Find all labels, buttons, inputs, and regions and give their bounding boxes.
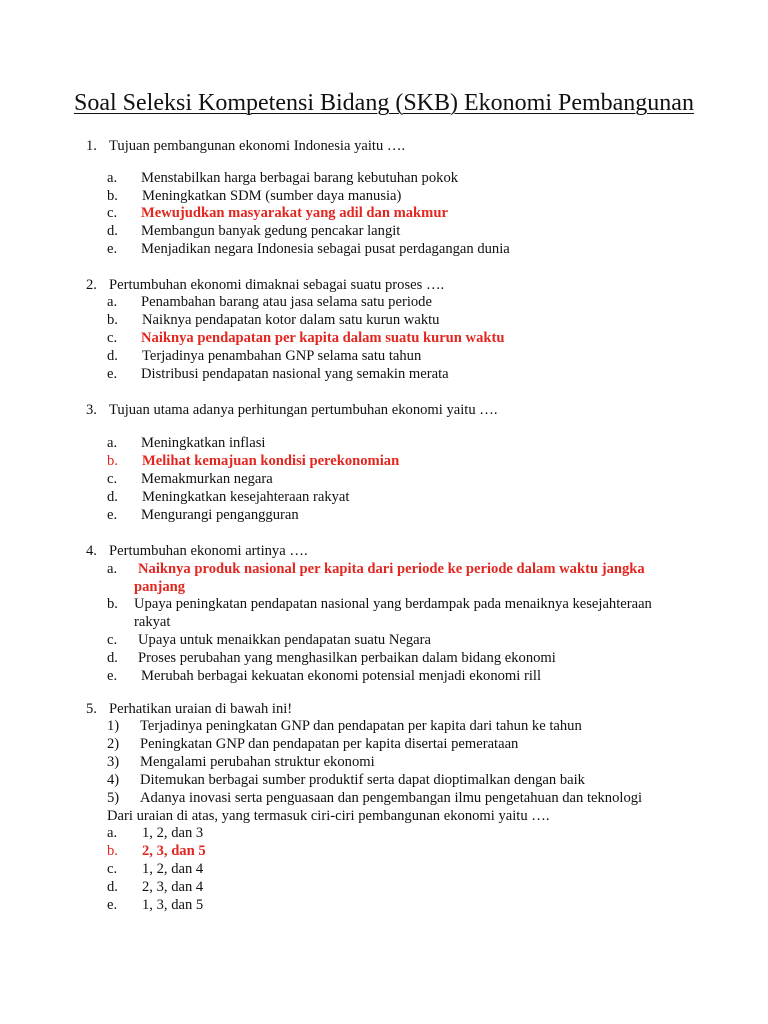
option-letter: a. [107,825,118,841]
correct-answer-text: Naiknya pendapatan per kapita dalam suatu kurun waktu [141,330,505,346]
statement-text: Adanya inovasi serta penguasaan dan pengembangan ilmu pengetahuan dan teknologi [140,790,643,806]
option-letter: b. [107,312,118,328]
statement-number: 5) [107,790,120,806]
option-letter: e. [107,668,118,684]
option-text: Mengurangi pengangguran [141,507,299,523]
correct-answer-text: Mewujudkan masyarakat yang adil dan makmur [141,205,448,221]
statement-number: 1) [107,718,120,734]
option-letter: b. [107,453,118,469]
option-text: Memakmurkan negara [141,471,273,487]
option-letter: d. [107,348,118,364]
option-letter: c. [107,632,118,648]
question-number: 5. [86,701,97,717]
option-letter: b. [107,188,118,204]
option-letter: a. [107,561,118,577]
option-letter: e. [107,366,118,382]
question-number: 1. [86,138,97,154]
option-letter: d. [107,879,118,895]
question-text: Perhatikan uraian di bawah ini! [109,701,293,717]
option-letter: d. [107,650,118,666]
option-text: Merubah berbagai kekuatan ekonomi potensial menjadi ekonomi rill [141,668,541,684]
option-text: 1, 2, dan 4 [142,861,204,877]
question-text: Pertumbuhan ekonomi dimaknai sebagai suatu proses …. [109,277,445,293]
option-text: Menjadikan negara Indonesia sebagai pusat perdagangan dunia [141,241,510,257]
statement-text: Ditemukan berbagai sumber produktif serta dapat dioptimalkan dengan baik [140,772,585,788]
statement-text: Terjadinya peningkatan GNP dan pendapatan per kapita dari tahun ke tahun [140,718,582,734]
option-text: Terjadinya penambahan GNP selama satu tahun [142,348,422,364]
option-text: 1, 2, dan 3 [142,825,204,841]
option-text: Meningkatkan SDM (sumber daya manusia) [142,188,402,204]
option-text: Membangun banyak gedung pencakar langit [141,223,401,239]
option-letter: b. [107,843,118,859]
q5-prompt: Dari uraian di atas, yang termasuk ciri-ciri pembangunan ekonomi yaitu …. [107,808,550,824]
correct-answer-text: 2, 3, dan 5 [142,843,206,859]
statement-number: 2) [107,736,120,752]
option-letter: c. [107,471,118,487]
option-text-continued: rakyat [134,614,171,630]
correct-answer-text: Melihat kemajuan kondisi perekonomian [142,453,400,469]
question-text: Tujuan utama adanya perhitungan pertumbuhan ekonomi yaitu …. [109,402,498,418]
correct-answer-text: Naiknya produk nasional per kapita dari periode ke periode dalam waktu jangka [138,561,645,577]
option-letter: a. [107,435,118,451]
option-text: 2, 3, dan 4 [142,879,204,895]
option-text: Distribusi pendapatan nasional yang semakin merata [141,366,449,382]
option-letter: c. [107,330,118,346]
option-letter: e. [107,897,118,913]
option-letter: d. [107,223,118,239]
option-text: Naiknya pendapatan kotor dalam satu kurun waktu [142,312,440,328]
question-text: Pertumbuhan ekonomi artinya …. [109,543,308,559]
page-title: Soal Seleksi Kompetensi Bidang (SKB) Ekonomi Pembangunan [74,90,694,116]
statement-number: 3) [107,754,120,770]
option-text: Upaya untuk menaikkan pendapatan suatu Negara [138,632,431,648]
option-text: Menstabilkan harga berbagai barang kebutuhan pokok [141,170,459,186]
question-number: 3. [86,402,97,418]
option-text: Proses perubahan yang menghasilkan perbaikan dalam bidang ekonomi [138,650,556,666]
option-letter: c. [107,205,118,221]
option-letter: d. [107,489,118,505]
option-text: Meningkatkan kesejahteraan rakyat [142,489,350,505]
option-letter: e. [107,507,118,523]
question-number: 4. [86,543,97,559]
option-letter: b. [107,596,118,612]
statement-text: Mengalami perubahan struktur ekonomi [140,754,375,770]
option-letter: a. [107,294,118,310]
question-number: 2. [86,277,97,293]
option-text: Meningkatkan inflasi [141,435,266,451]
correct-answer-text-continued: panjang [134,579,186,595]
question-text: Tujuan pembangunan ekonomi Indonesia yaitu …. [109,138,406,154]
option-text: Penambahan barang atau jasa selama satu periode [141,294,432,310]
statement-text: Peningkatan GNP dan pendapatan per kapita disertai pemerataan [140,736,519,752]
statement-number: 4) [107,772,120,788]
option-text: 1, 3, dan 5 [142,897,204,913]
option-letter: a. [107,170,118,186]
option-letter: c. [107,861,118,877]
option-text: Upaya peningkatan pendapatan nasional yang berdampak pada menaiknya kesejahteraan [134,596,652,612]
option-letter: e. [107,241,118,257]
